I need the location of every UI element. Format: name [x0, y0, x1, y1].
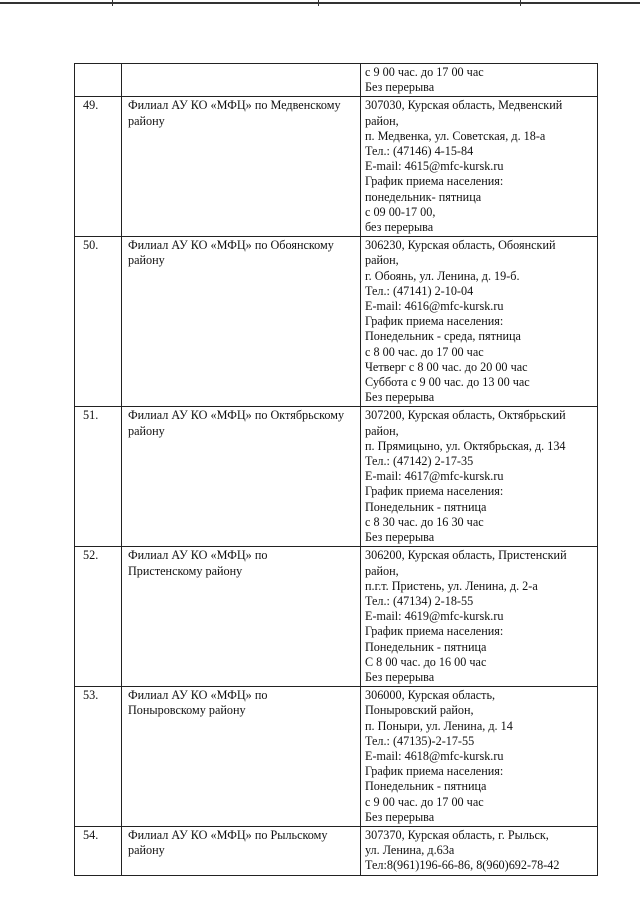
contact-info-line: п. Прямицыно, ул. Октябрьская, д. 134	[365, 438, 566, 453]
branch-name-line: Поныровскому району	[128, 703, 246, 718]
contact-info-line: Четверг с 8 00 час. до 20 00 час	[365, 359, 528, 374]
branch-name-cell	[122, 407, 361, 547]
contact-info-line: 306230, Курская область, Обоянский	[365, 238, 556, 253]
row-number-cell: 53.	[75, 687, 122, 827]
contact-info-line: Поныровский район,	[365, 703, 474, 718]
table-row	[75, 97, 598, 237]
branch-contact-cell	[361, 237, 598, 407]
contact-info-line: Тел:8(961)196-66-86, 8(960)692-78-42	[365, 858, 560, 873]
branch-name-line: Филиал АУ КО «МФЦ» по Обоянскому	[128, 238, 334, 253]
contact-info-line: Тел.: (47134) 2-18-55	[365, 593, 474, 608]
contact-info-line: График приема населения:	[365, 314, 504, 329]
table-row	[75, 407, 598, 547]
contact-info-line: Без перерыва	[365, 80, 435, 95]
contact-info-line: Понедельник - пятница	[365, 499, 487, 514]
row-number-cell: 51.	[75, 407, 122, 547]
branch-name-cell	[122, 64, 361, 97]
top-tick-mark	[318, 0, 319, 6]
branch-contact-cell	[361, 97, 598, 237]
contact-info-line: Понедельник - пятница	[365, 639, 487, 654]
contact-info-line: п. Медвенка, ул. Советская, д. 18-а	[365, 128, 546, 143]
branch-name-line: району	[128, 423, 165, 438]
contact-info-line: E-mail: 4615@mfc-kursk.ru	[365, 159, 504, 174]
contact-info-line: с 09 00-17 00,	[365, 204, 436, 219]
branch-name-line: Филиал АУ КО «МФЦ» по Октябрьскому	[128, 408, 345, 423]
row-number-cell: 50.	[75, 237, 122, 407]
contact-info-line: С 8 00 час. до 16 00 час	[365, 654, 487, 669]
table-row	[75, 826, 598, 875]
branch-contact-cell	[361, 687, 598, 827]
branch-name-cell	[122, 547, 361, 687]
table-body	[75, 64, 598, 876]
contact-info-line: п.г.т. Пристень, ул. Ленина, д. 2-а	[365, 578, 538, 593]
contact-info-line: E-mail: 4617@mfc-kursk.ru	[365, 469, 504, 484]
contact-info-line: График приема населения:	[365, 624, 504, 639]
top-tick-mark	[520, 0, 521, 6]
contact-info-line: район,	[365, 423, 399, 438]
contact-info-line: 307370, Курская область, г. Рыльск,	[365, 827, 549, 842]
branch-name-line: району	[128, 113, 165, 128]
branch-name-line: Филиал АУ КО «МФЦ» по	[128, 688, 268, 703]
contact-info-line: Тел.: (47146) 4-15-84	[365, 144, 474, 159]
contact-info-line: Без перерыва	[365, 530, 435, 545]
row-number-cell: 49.	[75, 97, 122, 237]
contact-info-line: с 8 30 час. до 16 30 час	[365, 514, 484, 529]
contact-info-line: График приема населения:	[365, 484, 504, 499]
contact-info-line: Тел.: (47135)-2-17-55	[365, 733, 475, 748]
contact-info-line: E-mail: 4619@mfc-kursk.ru	[365, 609, 504, 624]
row-number-cell: 52.	[75, 547, 122, 687]
branch-name-line: району	[128, 843, 165, 858]
contact-info-line: График приема населения:	[365, 174, 504, 189]
row-number-cell	[75, 64, 122, 97]
contact-info-line: п. Поныри, ул. Ленина, д. 14	[365, 718, 513, 733]
table-row	[75, 237, 598, 407]
branch-name-cell	[122, 826, 361, 875]
contact-info-line: 306200, Курская область, Пристенский	[365, 548, 567, 563]
contact-info-line: Суббота с 9 00 час. до 13 00 час	[365, 375, 530, 390]
contact-info-line: район,	[365, 253, 399, 268]
contact-info-line: Без перерыва	[365, 669, 435, 684]
contact-info-line: Тел.: (47142) 2-17-35	[365, 454, 474, 469]
contact-info-line: 306000, Курская область,	[365, 688, 496, 703]
branch-name-line: Филиал АУ КО «МФЦ» по Рыльскому	[128, 827, 328, 842]
branch-name-line: Филиал АУ КО «МФЦ» по Медвенскому	[128, 98, 341, 113]
branch-name-line: Филиал АУ КО «МФЦ» по	[128, 548, 268, 563]
table-row	[75, 64, 598, 97]
contact-info-line: с 9 00 час. до 17 00 час	[365, 794, 484, 809]
top-tick-mark	[112, 0, 113, 6]
contact-info-line: район,	[365, 113, 399, 128]
contact-info-line: E-mail: 4618@mfc-kursk.ru	[365, 748, 504, 763]
row-number-cell: 54.	[75, 826, 122, 875]
contact-info-line: 307200, Курская область, Октябрьский	[365, 408, 566, 423]
branch-contact-cell	[361, 407, 598, 547]
contact-info-line: с 9 00 час. до 17 00 час	[365, 65, 484, 79]
table-row	[75, 547, 598, 687]
branch-name-line: Пристенскому району	[128, 563, 243, 578]
branch-name-cell	[122, 97, 361, 237]
branch-contact-cell	[361, 826, 598, 875]
contact-info-line: 307030, Курская область, Медвенский	[365, 98, 563, 113]
table-row	[75, 687, 598, 827]
branch-name-cell	[122, 237, 361, 407]
branch-contact-cell	[361, 64, 598, 97]
branch-name-line: району	[128, 253, 165, 268]
mfc-branches-table	[74, 63, 598, 876]
branch-name-cell	[122, 687, 361, 827]
contact-info-line: Понедельник - среда, пятница	[365, 329, 521, 344]
contact-info-line: район,	[365, 563, 399, 578]
contact-info-line: Тел.: (47141) 2-10-04	[365, 283, 474, 298]
branch-contact-cell	[361, 547, 598, 687]
contact-info-line: Понедельник - пятница	[365, 779, 487, 794]
contact-info-line: без перерыва	[365, 220, 434, 235]
contact-info-line: График приема населения:	[365, 764, 504, 779]
contact-info-line: понедельник- пятница	[365, 189, 482, 204]
contact-info-line: с 8 00 час. до 17 00 час	[365, 344, 484, 359]
contact-info-line: ул. Ленина, д.63а	[365, 843, 455, 858]
contact-info-line: E-mail: 4616@mfc-kursk.ru	[365, 299, 504, 314]
contact-info-line: Без перерыва	[365, 809, 435, 824]
contact-info-line: г. Обоянь, ул. Ленина, д. 19-б.	[365, 268, 520, 283]
top-border-line	[0, 2, 640, 4]
contact-info-line: Без перерыва	[365, 390, 435, 405]
